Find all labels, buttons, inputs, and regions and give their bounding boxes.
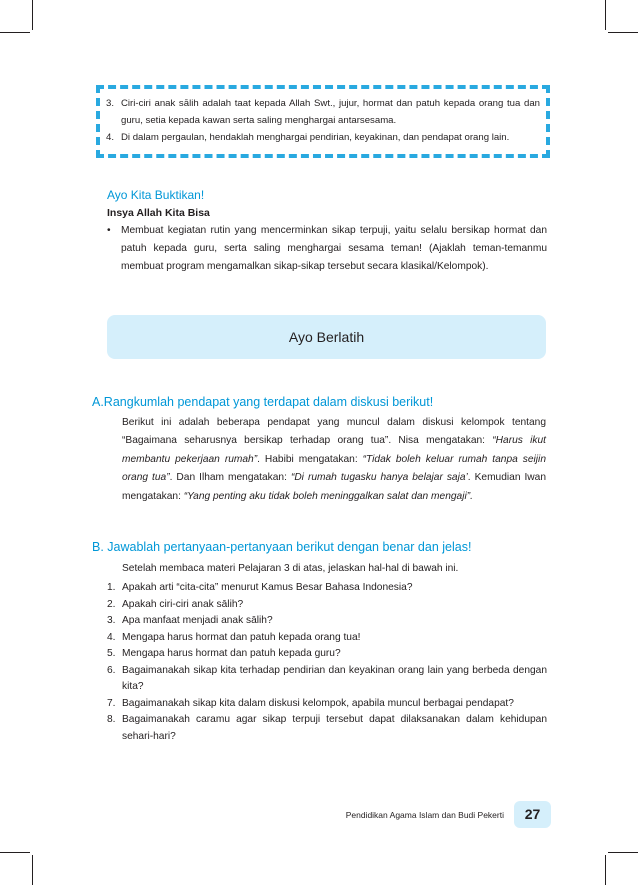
para-text: . Dan Ilham mengatakan: <box>169 472 291 484</box>
crop-mark <box>32 0 33 30</box>
ayo-kita-title: Ayo Kita Buktikan! <box>107 188 205 202</box>
question-item <box>107 597 547 614</box>
question-text: Bagaimanakah sikap kita dalam diskusi kelompok, apabila muncul berbagai pendapat? <box>122 697 514 709</box>
section-a-paragraph <box>122 414 546 506</box>
summary-item <box>106 95 540 129</box>
crop-mark <box>32 855 33 885</box>
para-text: Berikut ini adalah beberapa pendapat yang muncul dalam diskusi kelompok tentang “Bagaimana seharusnya bersikap terhadap orang tua”. Nisa mengatakan: <box>122 417 546 447</box>
activity-bullet <box>107 222 547 277</box>
question-text: Apa manfaat menjadi anak sālih? <box>122 615 273 626</box>
question-item <box>107 712 547 745</box>
question-text: Mengapa harus hormat dan patuh kepada guru? <box>122 648 341 659</box>
item-text: Ciri-ciri anak sālih adalah taat kepada Allah Swt., jujur, hormat dan patuh kepada orang tua dan guru, setia kepada kawan serta saling menghargai antarsesama. <box>121 98 540 126</box>
quote-habibi: “Tidak boleh keluar rumah tanpa seijin orang tua” <box>122 453 546 484</box>
question-item <box>107 646 547 663</box>
crop-mark <box>0 852 30 853</box>
item-text: Di dalam pergaulan, hendaklah menghargai pendirian, keyakinan, dan pendapat orang lain. <box>121 132 510 143</box>
quote-iwan: “Yang penting aku tidak boleh meninggalkan salat dan mengaji”. <box>183 490 473 502</box>
para-text: . Habibi mengatakan: <box>257 453 363 465</box>
question-number: 1. <box>107 582 116 593</box>
item-number: 4. <box>106 132 115 143</box>
section-a-heading: A.Rangkumlah pendapat yang terdapat dalam diskusi berikut! <box>92 395 434 409</box>
page-number-badge <box>514 801 551 828</box>
bullet-icon: • <box>107 225 111 236</box>
question-number: 7. <box>107 697 116 709</box>
question-number: 5. <box>107 648 116 659</box>
section-b-heading: B. Jawablah pertanyaan-pertanyaan berikut dengan benar dan jelas! <box>92 540 472 554</box>
question-item <box>107 580 547 597</box>
question-number: 6. <box>107 664 116 676</box>
crop-mark <box>608 852 638 853</box>
page-number: 27 <box>524 806 541 822</box>
question-text: Apakah ciri-ciri anak sālih? <box>122 598 244 610</box>
crop-mark <box>605 855 606 885</box>
question-item <box>107 630 547 647</box>
question-text: Mengapa harus hormat dan patuh kepada orang tua! <box>122 631 361 643</box>
ayo-kita-subtitle: Insya Allah Kita Bisa <box>107 207 210 219</box>
question-number: 3. <box>107 615 116 626</box>
section-b-intro: Setelah membaca materi Pelajaran 3 di atas, jelaskan hal-hal di bawah ini. <box>122 563 459 574</box>
question-text: Apakah arti “cita-cita” menurut Kamus Besar Bahasa Indonesia? <box>122 582 413 593</box>
crop-mark <box>605 0 606 30</box>
question-number: 2. <box>107 598 116 610</box>
question-item <box>107 663 547 696</box>
question-text: Bagaimanakah caramu agar sikap terpuji tersebut dapat dilaksanakan dalam kehidupan sehari-hari? <box>122 714 547 742</box>
question-list <box>107 580 547 745</box>
question-text: Bagaimanakah sikap kita terhadap pendirian dan keyakinan orang lain yang berbeda dengan kita? <box>122 664 547 692</box>
item-number: 3. <box>106 98 115 109</box>
question-item <box>107 696 547 713</box>
activity-text: Membuat kegiatan rutin yang mencerminkan sikap terpuji, yaitu selalu bersikap hormat dan patuh kepada guru, serta saling menghargai sesama teman! (Ajaklah teman-temanmu membuat program mengamalkan sikap-sikap tersebut secara klasikal/Kelompok). <box>121 225 547 273</box>
summary-item <box>106 129 540 146</box>
para-text: . Kemudian Iwan mengatakan: <box>122 472 546 502</box>
question-number: 8. <box>107 714 116 725</box>
book-title: Pendidikan Agama Islam dan Budi Pekerti <box>345 810 504 820</box>
question-item <box>107 613 547 630</box>
crop-mark <box>608 32 638 33</box>
banner-title: Ayo Berlatih <box>288 329 365 345</box>
quote-ilham: “Di rumah tugasku hanya belajar saja’ <box>290 472 468 484</box>
crop-mark <box>0 32 30 33</box>
question-number: 4. <box>107 631 116 643</box>
summary-box <box>96 85 550 158</box>
quote-nisa: “Harus ikut membantu pekerjaan rumah” <box>122 435 546 465</box>
ayo-berlatih-banner <box>107 315 546 359</box>
